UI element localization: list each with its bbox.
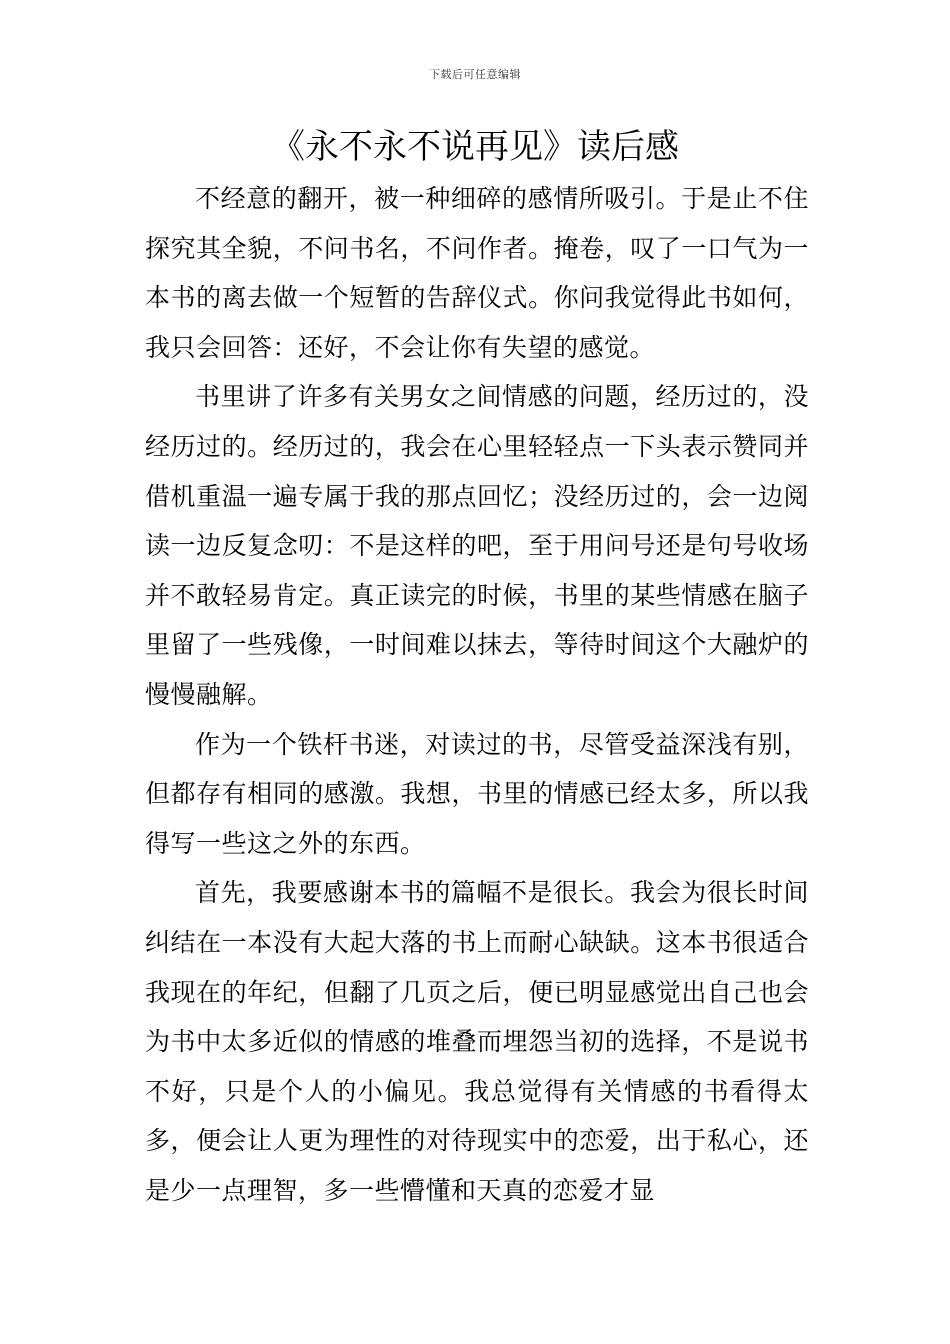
paragraph-2: 书里讲了许多有关男女之间情感的问题，经历过的，没经历过的。经历过的，我会在心里轻轻点一下头表示赞同并借机重温一遍专属于我的那点回忆；没经历过的，会一边阅读一边反复念叨：不是这样的吧，至于用问号还是句号收场并不敢轻易肯定。真正读完的时候，书里的某些情感在脑子里留了一些残像，一时间难以抹去，等待时间这个大融炉的慢慢融解。 bbox=[145, 382, 809, 709]
document-title: 《永不永不说再见》读后感 bbox=[271, 127, 679, 167]
paragraph-4: 首先，我要感谢本书的篇幅不是很长。我会为很长时间纠结在一本没有大起大落的书上而耐心缺缺。这本书很适合我现在的年纪，但翻了几页之后，便已明显感觉出自己也会为书中太多近似的情感的堆叠而埋怨当初的选择，不是说书不好，只是个人的小偏见。我总觉得有关情感的书看得太多，便会让人更为理性的对待现实中的恋爱，出于私心，还是少一点理智，多一些懵懂和天真的恋爱才显 bbox=[145, 878, 809, 1205]
header-note: 下载后可任意编辑 bbox=[429, 68, 521, 81]
paragraph-1: 不经意的翻开，被一种细碎的感情所吸引。于是止不住探究其全貌，不问书名，不问作者。掩卷，叹了一口气为一本书的离去做一个短暂的告辞仪式。你问我觉得此书如何，我只会回答：还好，不会让你有失望的感觉。 bbox=[145, 184, 809, 362]
paragraph-3: 作为一个铁杆书迷，对读过的书，尽管受益深浅有别，但都存有相同的感激。我想，书里的情感已经太多，所以我得写一些这之外的东西。 bbox=[145, 729, 809, 858]
document-body bbox=[145, 174, 809, 1215]
